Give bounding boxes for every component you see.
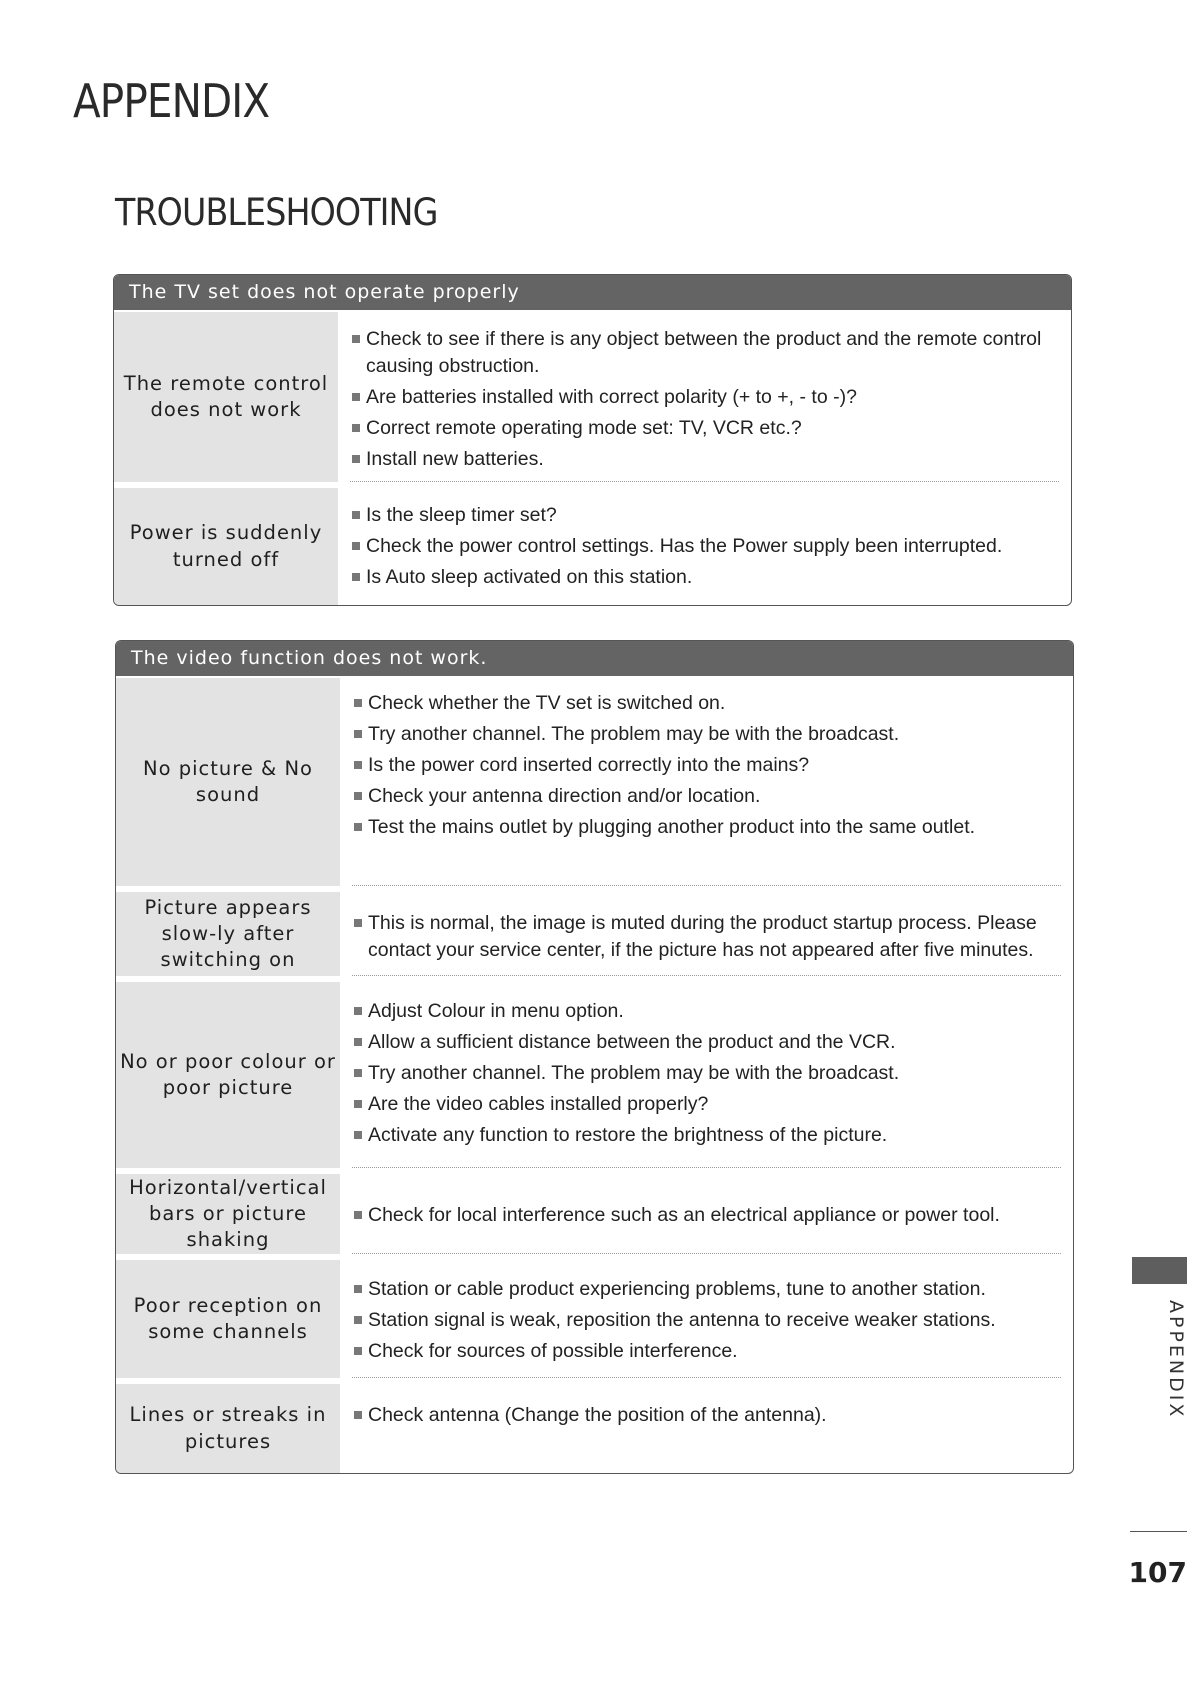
square-bullet-icon <box>352 424 360 432</box>
solution-item: Check for sources of possible interference. <box>352 1338 1061 1365</box>
troubleshooting-row <box>116 678 1073 890</box>
solution-item: Check the power control settings. Has the Power supply been interrupted. <box>350 533 1059 560</box>
square-bullet-icon <box>354 823 362 831</box>
troubleshooting-row <box>116 982 1073 1172</box>
solution-item: This is normal, the image is muted during the product startup process. Please contact your service center, if the picture has not appeared after five minutes. <box>352 910 1061 964</box>
solution-item: Install new batteries. <box>350 446 1059 473</box>
solution-list <box>350 312 1059 482</box>
solution-item: Is the power cord inserted correctly into the mains? <box>352 752 1061 779</box>
problem-label: No picture & No sound <box>116 678 340 886</box>
section-tab-marker <box>1132 1257 1187 1284</box>
solution-item: Check to see if there is any object between the product and the remote control causing obstruction. <box>350 326 1059 380</box>
square-bullet-icon <box>354 1069 362 1077</box>
solution-item: Check whether the TV set is switched on. <box>352 690 1061 717</box>
square-bullet-icon <box>354 1038 362 1046</box>
square-bullet-icon <box>354 1100 362 1108</box>
solution-item: Test the mains outlet by plugging another product into the same outlet. <box>352 814 1061 841</box>
solution-item: Is the sleep timer set? <box>350 502 1059 529</box>
problem-label: Horizontal/vertical bars or picture shaking <box>116 1174 340 1254</box>
section-heading: TROUBLESHOOTING <box>115 191 438 234</box>
square-bullet-icon <box>354 1411 362 1419</box>
square-bullet-icon <box>354 919 362 927</box>
troubleshooting-row <box>114 488 1071 605</box>
page-heading: APPENDIX <box>73 74 270 128</box>
page-number: 107 <box>1128 1556 1187 1589</box>
panel-header: The TV set does not operate properly <box>114 275 1071 310</box>
square-bullet-icon <box>354 1316 362 1324</box>
solution-item: Are the video cables installed properly? <box>352 1091 1061 1118</box>
solution-list <box>352 1260 1061 1378</box>
troubleshooting-row <box>116 1174 1073 1258</box>
problem-label: Picture appears slow-ly after switching on <box>116 892 340 976</box>
solution-item: Adjust Colour in menu option. <box>352 998 1061 1025</box>
square-bullet-icon <box>354 1211 362 1219</box>
troubleshooting-row <box>116 1384 1073 1473</box>
square-bullet-icon <box>354 761 362 769</box>
square-bullet-icon <box>352 455 360 463</box>
square-bullet-icon <box>352 393 360 401</box>
solution-item: Is Auto sleep activated on this station. <box>350 564 1059 591</box>
solution-item: Activate any function to restore the brightness of the picture. <box>352 1122 1061 1149</box>
troubleshooting-row <box>114 312 1071 486</box>
solution-list <box>352 1174 1061 1254</box>
solution-list <box>352 1384 1061 1473</box>
solution-list <box>352 982 1061 1168</box>
problem-label: Power is suddenly turned off <box>114 488 338 605</box>
problem-label: Poor reception on some channels <box>116 1260 340 1378</box>
solution-item: Check antenna (Change the position of the antenna). <box>352 1402 1061 1429</box>
troubleshooting-panel-video <box>115 640 1074 1474</box>
solution-list <box>352 892 1061 976</box>
square-bullet-icon <box>352 573 360 581</box>
solution-list <box>352 678 1061 886</box>
solution-item: Station signal is weak, reposition the antenna to receive weaker stations. <box>352 1307 1061 1334</box>
square-bullet-icon <box>354 699 362 707</box>
solution-item: Try another channel. The problem may be with the broadcast. <box>352 1060 1061 1087</box>
square-bullet-icon <box>354 1007 362 1015</box>
solution-item: Try another channel. The problem may be with the broadcast. <box>352 721 1061 748</box>
solution-item: Are batteries installed with correct polarity (+ to +, - to -)? <box>350 384 1059 411</box>
troubleshooting-panel-operation <box>113 274 1072 606</box>
square-bullet-icon <box>354 1131 362 1139</box>
square-bullet-icon <box>352 335 360 343</box>
solution-list <box>350 488 1059 605</box>
troubleshooting-row <box>116 1260 1073 1382</box>
square-bullet-icon <box>354 792 362 800</box>
solution-item: Check for local interference such as an electrical appliance or power tool. <box>352 1202 1061 1229</box>
solution-item: Check your antenna direction and/or location. <box>352 783 1061 810</box>
solution-item: Correct remote operating mode set: TV, VCR etc.? <box>350 415 1059 442</box>
solution-item: Allow a sufficient distance between the product and the VCR. <box>352 1029 1061 1056</box>
problem-label: The remote control does not work <box>114 312 338 482</box>
problem-label: No or poor colour or poor picture <box>116 982 340 1168</box>
side-tab-label: APPENDIX <box>1165 1300 1187 1420</box>
square-bullet-icon <box>352 511 360 519</box>
square-bullet-icon <box>354 730 362 738</box>
panel-header: The video function does not work. <box>116 641 1073 676</box>
troubleshooting-row <box>116 892 1073 980</box>
square-bullet-icon <box>354 1285 362 1293</box>
square-bullet-icon <box>352 542 360 550</box>
page-number-rule <box>1130 1531 1187 1532</box>
problem-label: Lines or streaks in pictures <box>116 1384 340 1473</box>
solution-item: Station or cable product experiencing problems, tune to another station. <box>352 1276 1061 1303</box>
square-bullet-icon <box>354 1347 362 1355</box>
